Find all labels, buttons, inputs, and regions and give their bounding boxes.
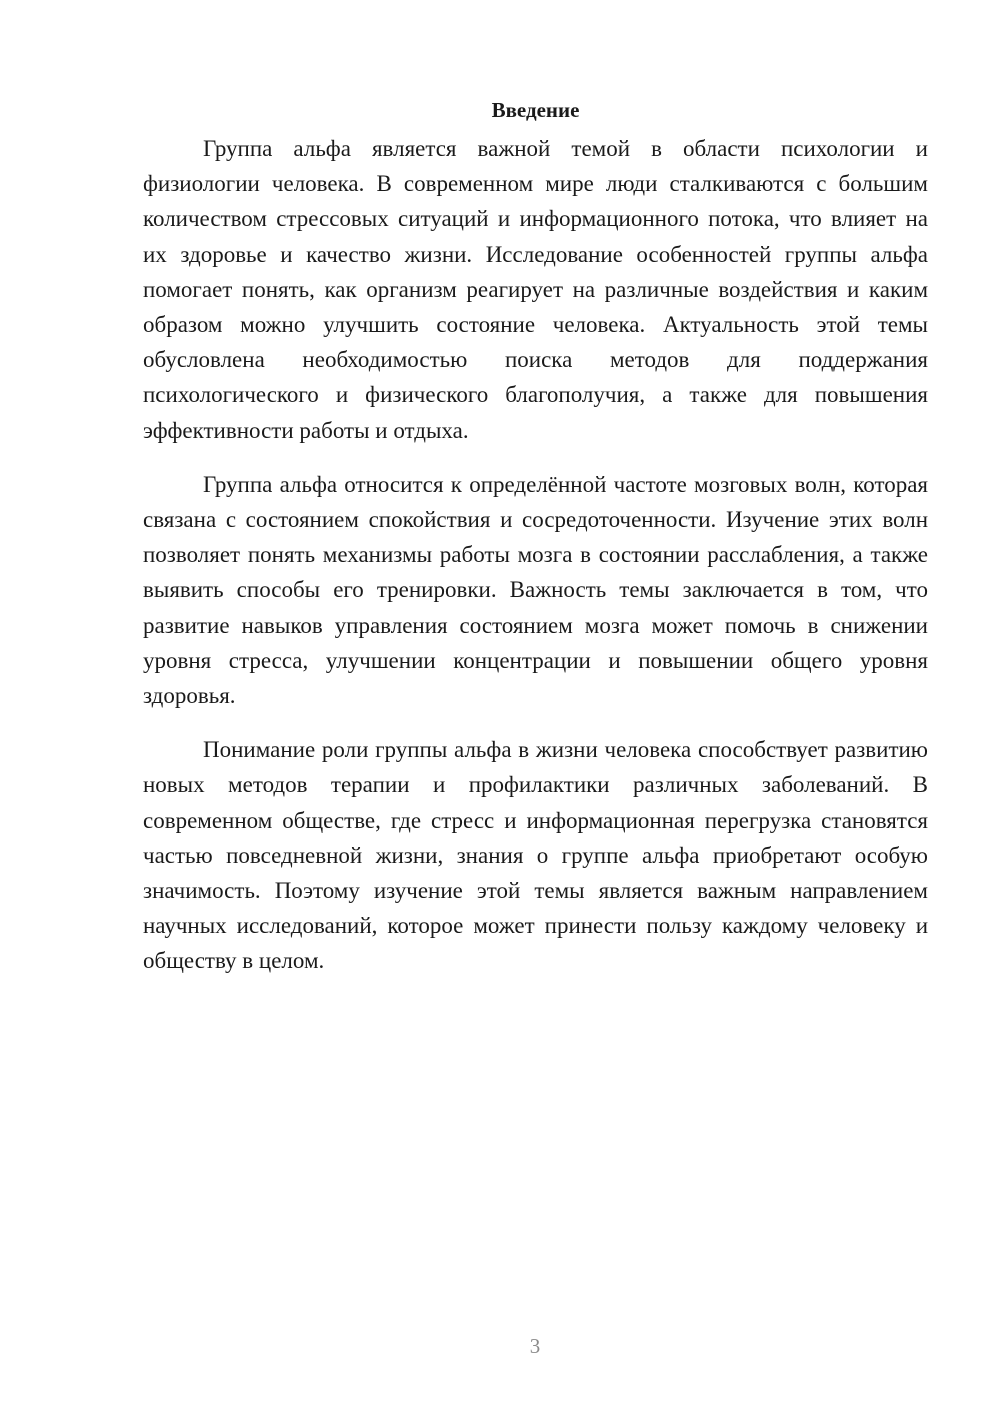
- page-content: [143, 92, 928, 998]
- page-number: 3: [529, 1334, 541, 1358]
- paragraph-2: Группа альфа относится к определённой частоте мозговых волн, которая связана с состоянием спокойствия и сосредоточенности. Изучение этих волн позволяет понять механизмы работы мозга в состоянии расслабления, а также выявить способы его тренировки. Важность темы заключается в том, что развитие навыков управления состоянием мозга может помочь в снижении уровня стресса, улучшении концентрации и повышении общего уровня здоровья.: [143, 471, 928, 709]
- section-heading: Введение: [491, 98, 580, 122]
- paragraph-3: Понимание роли группы альфа в жизни человека способствует развитию новых методов терапии и профилактики различных заболеваний. В современном обществе, где стресс и информационная перегрузка становятся частью повседневной жизни, знания о группе альфа приобретают особую значимость. Поэтому изучение этой темы является важным направлением научных исследований, которое может принести пользу каждому человеку и обществу в целом.: [143, 737, 928, 974]
- paragraph-1: Группа альфа является важной темой в области психологии и физиологии человека. В современном мире люди сталкиваются с большим количеством стрессовых ситуаций и информационного потока, что влияет на их здоровье и качество жизни. Исследование особенностей группы альфа помогает понять, как организм реагирует на различные воздействия и каким образом можно улучшить состояние человека. Актуальность этой темы обусловлена необходимостью поиска методов для поддержания психологического и физического благополучия, а также для повышения эффективности работы и отдыха.: [143, 136, 928, 443]
